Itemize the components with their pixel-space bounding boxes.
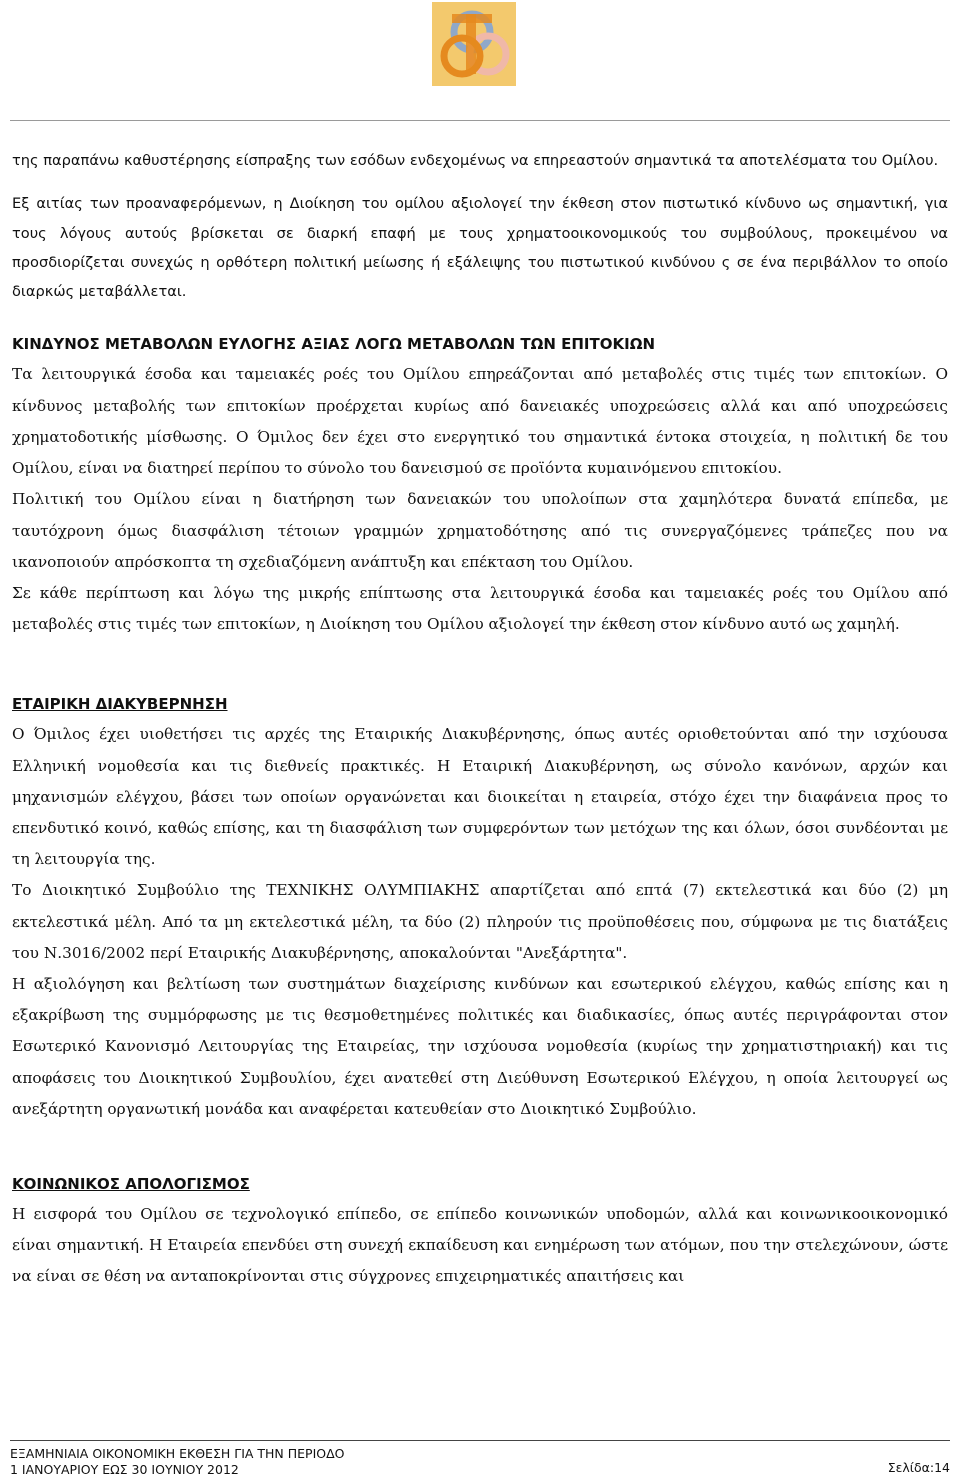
section-heading-corporate-governance: ΕΤΑΙΡΙΚΗ ΔΙΑΚΥΒΕΡΝΗΣΗ (12, 695, 228, 714)
footer-report-title (10, 1446, 345, 1478)
section1-paragraph-2: Πολιτική του Ομίλου είναι η διατήρηση των δανειακών του υπολοίπων στα χαμηλότερα δυνατά επίπεδα, με ταυτόχρονη όμως διασφάλιση τέτοιων γραμμών χρηματοδότησης από τις συνεργαζόμενες τράπεζες που να ικανοποιούν απρόσκοπτα τη σχεδιαζόμενη ανάπτυξη και επέκταση του Ομίλου. (12, 490, 948, 571)
company-logo-graphic (432, 2, 516, 86)
footer-title-line-2: 1 ΙΑΝΟΥΑΡΙΟΥ ΕΩΣ 30 ΙΟΥΝΙΟΥ 2012 (10, 1462, 239, 1477)
page-footer (10, 1440, 950, 1477)
footer-title-line-1: ΕΞΑΜΗΝΙΑΙΑ ΟΙΚΟΝΟΜΙΚΗ ΕΚΘΕΣΗ ΓΙΑ ΤΗΝ ΠΕΡΙΟΔΟ (10, 1446, 345, 1461)
section2-paragraph-3: Η αξιολόγηση και βελτίωση των συστημάτων διαχείρισης κινδύνων και εσωτερικού ελέγχου, καθώς επίσης και η εξακρίβωση της συμμόρφωσης με τις θεσμοθετημένες πολιτικές και διαδικασίες, όπως αυτές περιγράφονται στον Εσωτερικό Κανονισμό Λειτουργίας της Εταιρείας, την ισχύουσα νομοθεσία (κυρίως την χρηματιστηριακή) και τις αποφάσεις του Διοικητικού Συμβουλίου, έχει ανατεθεί στη Διεύθυνση Εσωτερικού Ελέγχου, η οποία λειτουργεί ως ανεξάρτητη οργανωτική μονάδα και αναφέρεται κατευθείαν στο Διοικητικό Συμβούλιο. (12, 974, 948, 1118)
company-logo (432, 2, 516, 86)
page-number: Σελίδα:14 (887, 1460, 950, 1475)
section1-paragraph-1: Τα λειτουργικά έσοδα και ταμειακές ροές του Ομίλου επηρεάζονται από μεταβολές στις τιμές των επιτοκίων. Ο κίνδυνος μεταβολής των επιτοκίων προέρχεται κυρίως από δανειακές υποχρεώσεις αλλά και από υποχρεώσεις χρηματοδοτικής μίσθωσης. Ο Όμιλος δεν έχει στο ενεργητικό του σημαντικά έντοκα στοιχεία, η πολιτική δε του Ομίλου, είναι να διατηρεί περίπου το σύνολο του δανεισμού σε προϊόντα κυμαινόμενου επιτοκίου. (12, 365, 948, 478)
section3-paragraph-1: Η εισφορά του Ομίλου σε τεχνολογικό επίπεδο, σε επίπεδο κοινωνικών υποδομών, αλλά και κοινωνικοοικονομικό είναι σημαντική. Η Εταιρεία επενδύει στη συνεχή εκπαίδευση και ενημέρωση των ατόμων, που την στελεχώνουν, ώστε να είναι σε θέση να ανταποκρίνονται στις σύγχρονες επιχειρηματικές απαιτήσεις και (12, 1204, 948, 1286)
section-heading-interest-rate-risk: ΚΙΝΔΥΝΟΣ ΜΕΤΑΒΟΛΩΝ ΕΥΛΟΓΗΣ ΑΞΙΑΣ ΛΟΓΩ ΜΕΤΑΒΟΛΩΝ ΤΩΝ ΕΠΙΤΟΚΙΩΝ (12, 335, 655, 354)
section2-paragraph-1: Ο Όμιλος έχει υιοθετήσει τις αρχές της Εταιρικής Διακυβέρνησης, όπως αυτές οριοθετούνται από την ισχύουσα Ελληνική νομοθεσία και τις διεθνείς πρακτικές. Η Εταιρική Διακυβέρνηση, ως σύνολο κανόνων, αρχών και μηχανισμών ελέγχου, βάσει των οποίων οργανώνεται και διοικείται η εταιρεία, στόχο έχει την διαφάνεια προς το επενδυτικό κοινό, καθώς επίσης, και τη διασφάλιση των συμφερόντων των μετόχων της και όλων, όσοι συνδέονται με τη λειτουργία της. (12, 725, 948, 869)
intro-paragraph-1: της παραπάνω καθυστέρησης είσπραξης των εσόδων ενδεχομένως να επηρεαστούν σημαντικά τα αποτελέσματα του Ομίλου. (12, 152, 939, 169)
header-divider (10, 120, 950, 121)
section-heading-social-report: ΚΟΙΝΩΝΙΚΟΣ ΑΠΟΛΟΓΙΣΜΟΣ (12, 1174, 250, 1193)
intro-paragraph-2: Εξ αιτίας των προαναφερόμενων, η Διοίκηση του ομίλου αξιολογεί την έκθεση στον πιστωτικό κίνδυνο ως σημαντική, για τους λόγους αυτούς βρίσκεται σε διαρκή επαφή με τους χρηματοοικονομικούς του συμβούλους, προκειμένου να προσδιορίζεται συνεχώς η ορθότερη πολιτική μείωσης ή εξάλειψης του πιστωτικού κινδύνου ς σε ένα περιβάλλον το οποίο διαρκώς μεταβάλλεται. (12, 195, 948, 301)
footer-divider (10, 1440, 950, 1441)
document-body (12, 146, 948, 1293)
section1-paragraph-3: Σε κάθε περίπτωση και λόγω της μικρής επίπτωσης στα λειτουργικά έσοδα και ταμειακές ροές του Ομίλου από μεταβολές στις τιμές των επιτοκίων, η Διοίκηση του Ομίλου αξιολογεί την έκθεση στον κίνδυνο αυτό ως χαμηλή. (12, 583, 948, 634)
section2-paragraph-2: Το Διοικητικό Συμβούλιο της ΤΕΧΝΙΚΗΣ ΟΛΥΜΠΙΑΚΗΣ απαρτίζεται από επτά (7) εκτελεστικά και δύο (2) μη εκτελεστικά μέλη. Από τα μη εκτελεστικά μέλη, τα δύο (2) πληρούν τις προϋποθέσεις που, σύμφωνα με τις διατάξεις του Ν.3016/2002 περί Εταιρικής Διακυβέρνησης, αποκαλούνται "Ανεξάρτητα". (12, 881, 948, 962)
